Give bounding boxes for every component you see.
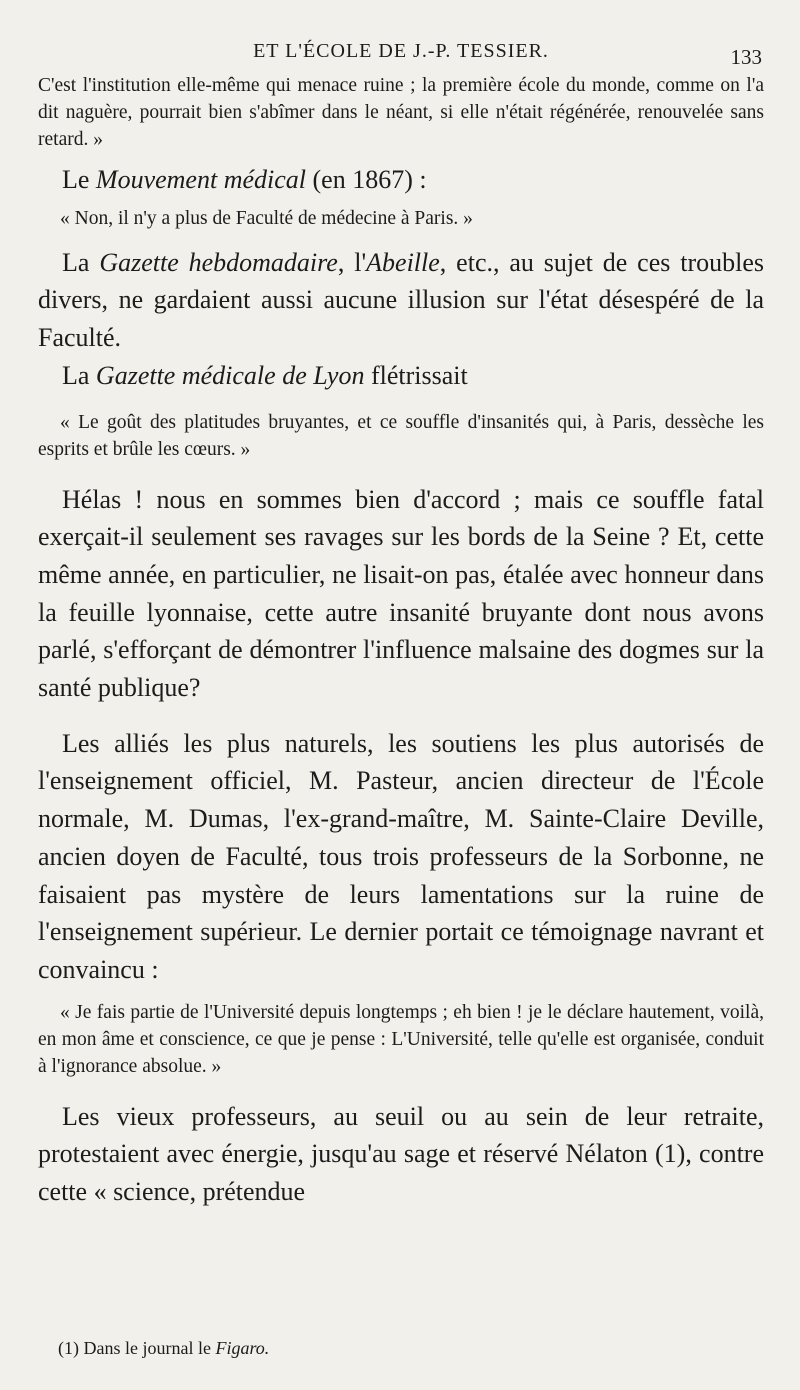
paragraph-allies: Les alliés les plus naturels, les soutiens les plus autorisés de l'enseignement officiel, M. Pasteur, ancien directeur de l'École normale, M. Dumas, l'ex-grand-maître, M. Sainte-Claire Deville, ancien doyen de Faculté, tous trois professeurs de la Sorbonne, ne faisaient pas mystère de leurs lamentations sur la ruine de l'enseignement supérieur. Le dernier portait ce témoignage navrant et convaincu : — [38, 728, 764, 984]
page-number: 133 — [730, 45, 762, 69]
quote-universite: « Je fais partie de l'Université depuis longtemps ; eh bien ! je le déclare hautement, voilà, en mon âme et conscience, ce que je pense : L'Université, telle qu'elle est organisée, conduit à l'ignorance absolue. » — [38, 1001, 764, 1077]
journal-title: Mouvement médical — [95, 165, 307, 194]
paragraph-gazette-lyon — [38, 357, 764, 395]
text-run: La — [62, 360, 96, 390]
footnote-text: (1) Dans le journal le — [58, 1338, 216, 1358]
text-run: , etc., au sujet de ces troubles divers, ne gardaient aussi aucune illusion sur l'état désespéré de la Faculté. — [38, 247, 765, 353]
quote-continued: C'est l'institution elle-même qui menace ruine ; la première école du monde, comme on l'a dit naguère, pourrait bien s'abîmer dans le néant, si elle n'était régénérée, renouvelée sans retard. » — [38, 75, 764, 150]
running-head — [38, 0, 764, 72]
quote-platitudes: « Le goût des platitudes bruyantes, et ce souffle d'insanités qui, à Paris, dessèche les esprits et brûle les cœurs. » — [38, 411, 764, 460]
journal-title: Gazette hebdomadaire — [99, 247, 338, 277]
paragraph-gazette-hebdomadaire — [38, 244, 764, 357]
text-run: La — [62, 247, 100, 277]
paragraph-mouvement-medical — [38, 161, 764, 199]
quote-faculte: « Non, il n'y a plus de Faculté de médecine à Paris. » — [60, 207, 473, 229]
text-run: , l' — [337, 247, 367, 277]
running-title: ET L'ÉCOLE DE J.-P. TESSIER. — [253, 40, 549, 62]
paragraph-vieux-professeurs: Les vieux professeurs, au seuil ou au sein de leur retraite, protestaient avec énergie, jusqu'au sage et réservé Nélaton (1), contre cette « science, prétendue — [38, 1101, 764, 1207]
journal-title: Abeille — [366, 247, 440, 277]
text-run: (en 1867) : — [306, 165, 427, 194]
footnote-journal: Figaro. — [215, 1338, 270, 1358]
text-run: flétrissait — [364, 360, 468, 390]
footnote — [58, 1338, 269, 1359]
paragraph-helas: Hélas ! nous en sommes bien d'accord ; mais ce souffle fatal exerçait-il seulement ses ravages sur les bords de la Seine ? Et, cette même année, en particulier, ne lisait-on pas, étalée avec honneur dans la feuille lyonnaise, cette autre insanité bruyante dont nous avons parlé, s'efforçant de démontrer l'influence malsaine des dogmes sur la santé publique? — [38, 484, 764, 703]
journal-title: Gazette médicale de Lyon — [95, 360, 365, 390]
text-run: Le — [62, 165, 96, 194]
